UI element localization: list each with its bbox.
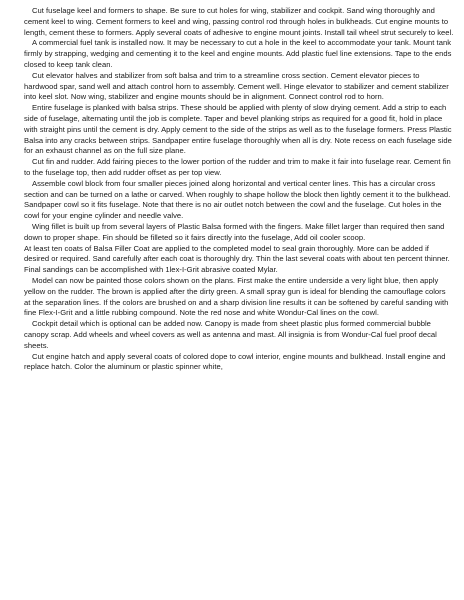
paragraph-fuel-tank: A commercial fuel tank is installed now. It may be necessary to cut a hole in the keel to accommodate your tank. Mount tank firmly by strapping, wedging and cementing it to the keel and engine mounts. Add plastic fuel line extensions. Tape to the ends closed to keep tank clean.	[24, 38, 452, 69]
paragraph-cockpit: Cockpit detail which is optional can be added now. Canopy is made from sheet plastic plus formed commercial bubble canopy scrap. Add wheels and wheel covers as well as antenna and mast. All insignia is from Wondur-Cal fuel proof decal sheets.	[24, 319, 437, 350]
paragraph-filler-coat: At least ten coats of Balsa Filler Coat are applied to the completed model to seal grain thoroughly. More can be added if desired or required. Sand carefully after each coat is thoroughly dry. Thin the last several coats with about ten percent thinner. Final sandings can be accomplished with 1lex-I-Grit abrasive coated Mylar.	[24, 243, 450, 275]
paragraph-cowl: Assemble cowl block from four smaller pieces joined along horizontal and vertical center lines. This has a circular cross section and can be turned on a lathe or carved. When roughly to shape hollow the block then lightly cement it to the bulkhead. Sandpaper cowl so it fits fuselage. Note that there is no air outlet notch between the cowl and the fuselage. Cut holes in the cowl for your engine cylinder and needle valve.	[24, 178, 451, 221]
paragraph-fuselage-keel: Cut fuselage keel and formers to shape. Be sure to cut holes for wing, stabilizer and cockpit. Sand wing thoroughly and cement keel to wing. Cement formers to keel and wing, passing control rod through holes in bulkheads. Cut engine mounts to length, cement these to formers. Apply several coats of adhesive to engine mount joints. Install tail wheel strut securely to keel.	[24, 6, 454, 37]
paragraph-painting: Model can now be painted those colors shown on the plans. First make the entire underside a very light blue, then apply yellow on the rudder. The brown is applied after the dirty green. A small spray gun is ideal for blending the camouflage colors at the separation lines. If the colors are brushed on and a sharp division line results it can be softened by careful sanding with fine Flex-I-Grit and a little rubbing compound. Note the red nose and white Wondur-Cal lines on the cowl.	[24, 275, 449, 318]
paragraph-planking: Entire fuselage is planked with balsa strips. These should be applied with plenty of slow drying cement. Add a strip to each side of fuselage, alternating until the job is complete. Taper and bevel planking strips as required for a good fit, hold in place with straight pins until the cement is dry. Apply cement to the side of the strips as well as to the fuselage formers. Press Plastic Balsa into any cracks between strips. Sandpaper entire fuselage thoroughly when all is dry. Note recess on each fuselage side for an exhaust channel as on the full size plane.	[24, 103, 452, 156]
paragraph-wing-fillet: Wing fillet is built up from several layers of Plastic Balsa formed with the fingers. Make fillet larger than required then sand down to proper shape. Fin should be filleted so it fairs directly into the fuselage, Add oil cooler scoop.	[24, 221, 445, 242]
paragraph-fin-rudder: Cut fin and rudder. Add fairing pieces to the lower portion of the rudder and trim to make it fair into fuselage rear. Cement fin to the fuselage top, then add rudder offset as per top view.	[24, 157, 451, 177]
paragraph-engine-hatch: Cut engine hatch and apply several coats of colored dope to cowl interior, engine mounts and bulkhead. Install engine and replace hatch. Color the aluminum or plastic spinner white,	[24, 351, 446, 372]
paragraph-elevator: Cut elevator halves and stabilizer from soft balsa and trim to a streamline cross section. Cement elevator pieces to hardwood spar, sand well and attach control horn to assembly. Cement well. Hinge elevator to stabilizer and cement stabilizer into keel slot. Now wing, stabilizer and engine mounts should be in alignment. Connect control rod to horn.	[24, 70, 449, 102]
